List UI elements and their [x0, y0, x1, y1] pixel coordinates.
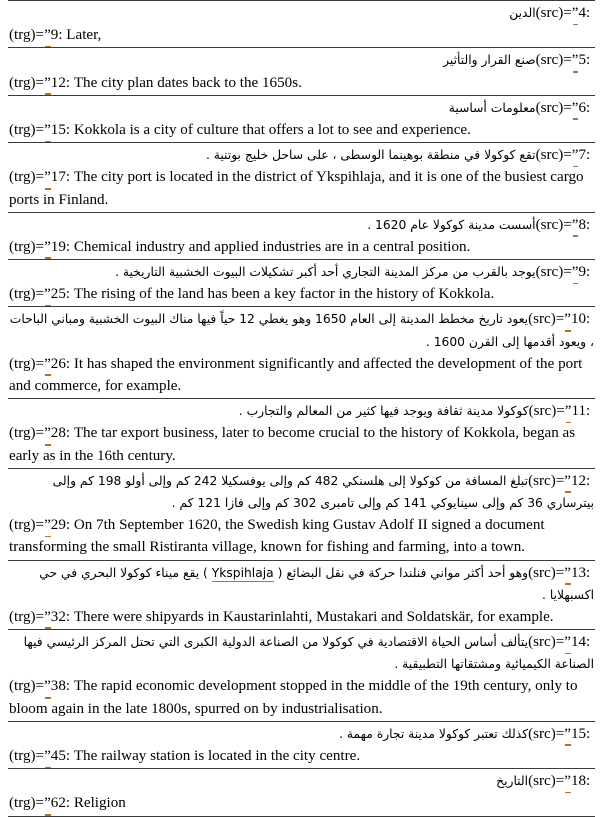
src-label-text: (src)=	[528, 725, 565, 742]
target-segment[interactable]	[9, 166, 594, 210]
source-segment-text: الدين	[509, 6, 536, 20]
source-segment-text: كوكولا مدينة ثقافة ويوجد فيها كثير من المعالم والتجارب .	[238, 404, 529, 419]
equals-quote-marker: ”	[44, 422, 51, 444]
alignment-pair-cell	[8, 1, 595, 48]
src-label-text: (src)=	[528, 403, 565, 420]
equals-quote-marker: ”	[564, 308, 571, 330]
target-segment[interactable]	[9, 675, 594, 719]
src-label-text: (src)=	[528, 634, 565, 651]
trg-label	[9, 122, 51, 138]
equals-quote-marker: ”	[44, 72, 51, 94]
source-segment[interactable]	[9, 214, 594, 236]
alignment-pair-cell	[8, 630, 595, 722]
src-label-text: (src)=	[535, 147, 572, 164]
alignment-pair-cell	[8, 307, 595, 399]
target-segment-text: It has shaped the environment significantly and affected the development of the port and commerce, for example.	[9, 355, 583, 394]
equals-quote-marker: ”	[564, 770, 571, 792]
target-segment[interactable]	[9, 514, 594, 558]
target-segment[interactable]	[9, 236, 594, 258]
trg-label	[9, 27, 51, 43]
alignment-table-body	[8, 1, 595, 817]
source-segment-text: تبلغ المسافة من كوكولا إلى هلسنكي 482 كم وإلى يوفسكيلا 242 كم وإلى أولو 198 كم وإلى بيترساري 36 كم وإلى سينايوكي 141 كم وإلى تامبرى 302 كم وإلى فازا 121 كم .	[52, 473, 594, 510]
src-label-text: (src)=	[528, 311, 565, 328]
src-label-text: (src)=	[528, 472, 565, 489]
target-segment[interactable]	[9, 792, 594, 814]
highlighted-term: Ykspihlaja	[212, 564, 274, 583]
trg-segment-id: 17:	[50, 169, 74, 186]
trg-label	[9, 795, 51, 811]
alignment-pair-row[interactable]	[8, 721, 595, 768]
target-segment-text: The railway station is located in the city centre.	[73, 748, 361, 764]
equals-quote-marker: ”	[44, 166, 51, 188]
trg-segment-id: 26:	[50, 355, 74, 372]
src-label-text: (src)=	[535, 264, 572, 281]
source-segment-text: تقع كوكولا في منطقة بوهينما الوسطى ، على ساحل خليج بوتنية .	[205, 148, 536, 163]
src-label	[528, 473, 571, 489]
alignment-pair-cell	[8, 560, 595, 630]
source-segment-text: كذلك تعتبر كوكولا مدينة تجارة مهمة .	[339, 726, 529, 741]
alignment-pair-row[interactable]	[8, 399, 595, 469]
alignment-pair-cell	[8, 721, 595, 768]
src-label	[536, 147, 579, 163]
alignment-pair-cell	[8, 769, 595, 816]
alignment-pair-cell	[8, 468, 595, 560]
src-label-text: (src)=	[528, 773, 565, 790]
alignment-pair-row[interactable]	[8, 1, 595, 48]
src-label	[536, 217, 579, 233]
target-segment[interactable]	[9, 606, 594, 628]
trg-label	[9, 169, 51, 185]
target-segment-text: On 7th September 1620, the Swedish king Gustav Adolf II signed a document transforming the small Ristiranta village, known for fishing and farming, into a town.	[9, 517, 545, 556]
equals-quote-marker: ”	[44, 24, 51, 46]
alignment-pair-cell	[8, 260, 595, 307]
trg-label-text: (trg)=	[9, 678, 45, 695]
source-segment-text: أسست مدينة كوكولا عام 1620 .	[367, 217, 536, 232]
target-segment-text: The tar export business, later to become crucial to the history of Kokkola, began as early as in the 16th century.	[9, 425, 576, 464]
src-label-text: (src)=	[535, 99, 572, 116]
equals-quote-marker: ”	[44, 236, 51, 258]
trg-label	[9, 356, 51, 372]
src-segment-id: 4:	[578, 5, 594, 21]
alignment-pair-row[interactable]	[8, 143, 595, 213]
alignment-pair-row[interactable]	[8, 48, 595, 95]
equals-quote-marker: ”	[44, 745, 51, 767]
source-segment-text: صنع القرار والتأثير	[443, 53, 536, 68]
src-label-text: (src)=	[528, 564, 565, 581]
equals-quote-marker: ”	[44, 119, 51, 141]
src-segment-id: 13:	[570, 564, 594, 581]
src-label	[536, 100, 579, 116]
src-label	[536, 5, 579, 21]
src-label	[529, 403, 572, 419]
trg-label	[9, 286, 51, 302]
trg-label-text: (trg)=	[9, 238, 45, 255]
equals-quote-marker: ”	[565, 400, 572, 422]
alignment-pair-row[interactable]	[8, 95, 595, 142]
trg-label	[9, 75, 51, 91]
trg-segment-id: 15:	[50, 121, 74, 138]
src-segment-id: 12:	[570, 472, 594, 489]
source-segment-text: التاريخ	[496, 774, 529, 789]
source-segment-text: يوجد بالقرب من مركز المدينة التجاري أحد أكبر تشكيلات البيوت الخشبية التاريخية .	[115, 265, 536, 280]
trg-label-text: (trg)=	[9, 517, 45, 534]
source-segment[interactable]	[9, 562, 594, 606]
target-segment-text: The rapid economic development stopped in the middle of the 19th century, only to bloom again in the late 1800s, spurred on by industrialisation.	[9, 678, 578, 717]
target-segment-text: There were shipyards in Kaustarinlahti, Mustakari and Soldatskär, for example.	[73, 608, 554, 625]
equals-quote-marker: ”	[564, 562, 571, 584]
src-segment-id: 18:	[570, 773, 594, 790]
alignment-pair-cell	[8, 48, 595, 95]
equals-quote-marker: ”	[44, 675, 51, 697]
source-segment[interactable]	[9, 770, 594, 792]
equals-quote-marker: ”	[572, 261, 579, 283]
equals-quote-marker: ”	[572, 49, 579, 71]
src-label-text: (src)=	[535, 216, 572, 233]
src-label	[528, 311, 571, 327]
trg-label-text: (trg)=	[9, 169, 45, 186]
source-segment[interactable]	[9, 97, 594, 119]
trg-label-text: (trg)=	[9, 27, 45, 44]
trg-label-text: (trg)=	[9, 355, 45, 372]
source-segment-text: معلومات أساسية	[448, 100, 536, 115]
trg-label	[9, 609, 51, 625]
src-segment-id: 8:	[578, 216, 594, 233]
equals-quote-marker: ”	[572, 214, 579, 236]
trg-segment-id: 9:	[50, 27, 67, 44]
src-label	[528, 726, 571, 742]
equals-quote-marker: ”	[44, 353, 51, 375]
source-segment[interactable]	[9, 144, 594, 166]
equals-quote-marker: ”	[572, 97, 579, 119]
src-label	[528, 634, 571, 650]
target-segment-text: Chemical industry and applied industries are in a central position.	[73, 238, 471, 255]
equals-quote-marker: ”	[44, 283, 51, 305]
trg-segment-id: 45:	[50, 748, 74, 764]
equals-quote-marker: ”	[44, 606, 51, 628]
trg-label-text: (trg)=	[9, 795, 45, 812]
equals-quote-marker: ”	[564, 631, 571, 653]
alignment-pair-row[interactable]	[8, 260, 595, 307]
alignment-pair-row[interactable]	[8, 769, 595, 816]
trg-segment-id: 12:	[50, 74, 74, 91]
target-segment-text: Later,	[66, 27, 102, 44]
alignment-pair-cell	[8, 95, 595, 142]
source-segment[interactable]	[9, 631, 594, 675]
src-label	[536, 52, 579, 68]
trg-label-text: (trg)=	[9, 425, 45, 442]
source-segment[interactable]	[9, 308, 594, 352]
target-segment-text: The city plan dates back to the 1650s.	[73, 74, 302, 91]
equals-quote-marker: ”	[44, 514, 51, 536]
target-segment[interactable]	[9, 119, 594, 141]
trg-label	[9, 517, 51, 533]
trg-label-text: (trg)=	[9, 748, 45, 764]
src-segment-id: 5:	[578, 52, 594, 69]
trg-label-text: (trg)=	[9, 286, 45, 303]
target-segment[interactable]	[9, 72, 594, 94]
trg-segment-id: 32:	[50, 608, 74, 625]
trg-label-text: (trg)=	[9, 74, 45, 91]
target-segment-text: The city port is located in the district of Ykspihlaja, and it is one of the busiest cargo ports in Finland.	[9, 169, 584, 208]
trg-segment-id: 25:	[50, 286, 74, 303]
src-segment-id: 7:	[578, 147, 594, 164]
alignment-pair-cell	[8, 143, 595, 213]
target-segment[interactable]	[9, 422, 594, 466]
target-segment-text: The rising of the land has been a key factor in the history of Kokkola.	[73, 286, 495, 303]
target-segment-text: Kokkola is a city of culture that offers a lot to see and experience.	[73, 121, 471, 138]
src-segment-id: 11:	[571, 403, 594, 420]
trg-segment-id: 19:	[50, 238, 74, 255]
alignment-pair-row[interactable]	[8, 468, 595, 560]
trg-label-text: (trg)=	[9, 121, 45, 138]
src-label	[528, 773, 571, 789]
source-segment[interactable]	[9, 470, 594, 514]
trg-label-text: (trg)=	[9, 608, 45, 625]
trg-segment-id: 29:	[50, 517, 74, 534]
src-label	[536, 264, 579, 280]
trg-label	[9, 239, 51, 255]
equals-quote-marker: ”	[44, 792, 51, 814]
alignment-pair-row[interactable]	[8, 212, 595, 259]
trg-label	[9, 425, 51, 441]
source-segment[interactable]	[9, 723, 594, 745]
alignment-pair-cell	[8, 399, 595, 469]
target-segment[interactable]	[9, 283, 594, 305]
target-segment[interactable]	[9, 745, 594, 767]
equals-quote-marker: ”	[564, 723, 571, 745]
trg-segment-id: 38:	[50, 678, 74, 695]
src-segment-id: 15:	[570, 725, 594, 742]
source-segment[interactable]	[9, 2, 594, 24]
trg-label	[9, 748, 51, 764]
alignment-pair-cell	[8, 212, 595, 259]
target-segment[interactable]	[9, 353, 594, 397]
src-label-text: (src)=	[535, 52, 572, 69]
alignment-pair-row[interactable]	[8, 630, 595, 722]
equals-quote-marker: ”	[564, 470, 571, 492]
src-segment-id: 9:	[578, 264, 594, 281]
alignment-table	[8, 0, 595, 817]
source-segment-text: يتألف أساس الحياة الاقتصادية في كوكولا من الصناعة الدولية الكبرى التي تحتل المركز الرئيسي فيها الصناعة الكيميائية ومشتقاتها التطبيقية .	[23, 635, 594, 672]
trg-segment-id: 62:	[50, 795, 74, 812]
source-segment-text: وهو أحد أكثر مواني فنلندا حركة في نقل البضائع ( Ykspihlaja ) يقع ميناء كوكولا البحري في حي اكسبهلايا .	[39, 565, 594, 602]
src-segment-id: 6:	[578, 99, 594, 116]
src-segment-id: 10:	[570, 311, 594, 328]
source-segment[interactable]	[9, 400, 594, 422]
source-segment[interactable]	[9, 261, 594, 283]
source-segment-text: يعود تاريخ مخطط المدينة إلى العام 1650 وهو يغطي 12 حياً فيها مناك البيوت الخشبية ومباني الباحات ، ويعود أقدمها إلى القرن 1600 .	[9, 312, 594, 349]
alignment-pair-row[interactable]	[8, 560, 595, 630]
trg-segment-id: 28:	[50, 425, 74, 442]
alignment-pair-row[interactable]	[8, 307, 595, 399]
source-segment[interactable]	[9, 49, 594, 71]
src-label-text: (src)=	[535, 5, 572, 21]
trg-label	[9, 678, 51, 694]
equals-quote-marker: ”	[572, 144, 579, 166]
src-segment-id: 14:	[570, 634, 594, 651]
src-label	[528, 565, 571, 581]
target-segment[interactable]	[9, 24, 594, 46]
equals-quote-marker: ”	[572, 2, 579, 24]
target-segment-text: Religion	[73, 795, 126, 812]
